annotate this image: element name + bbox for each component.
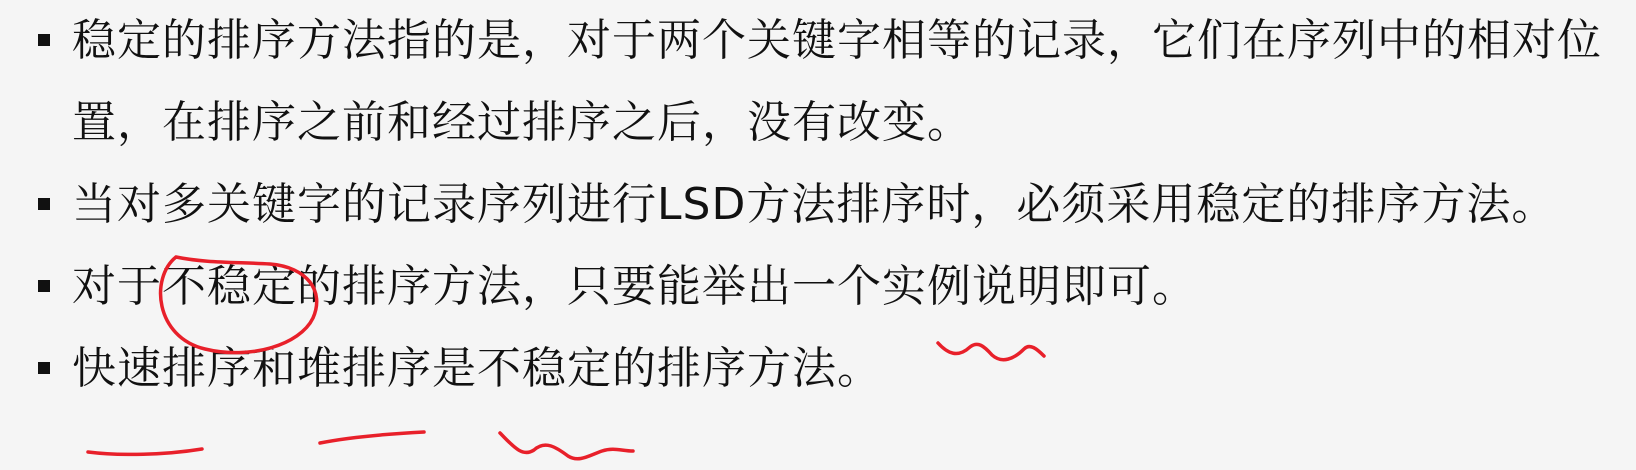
bullet-item-stable-definition bbox=[38, 0, 1628, 164]
bullet-item-quick-heap-sort bbox=[38, 328, 1628, 410]
bullet-text: 对于不稳定的排序方法，只要能举出一个实例说明即可。 bbox=[72, 261, 1197, 312]
bullet-item-unstable-example bbox=[38, 246, 1628, 328]
square-bullet-icon bbox=[38, 198, 50, 210]
bullet-text: 当对多关键字的记录序列进行LSD方法排序时，必须采用稳定的排序方法。 bbox=[72, 179, 1557, 230]
square-bullet-icon bbox=[38, 280, 50, 292]
square-bullet-icon bbox=[38, 362, 50, 374]
red-underline-heap-sort bbox=[320, 432, 424, 443]
bullet-text: 快速排序和堆排序是不稳定的排序方法。 bbox=[72, 343, 882, 394]
bullet-text: 稳定的排序方法指的是，对于两个关键字相等的记录，它们在序列中的相对位置，在排序之前和经过排序之后，没有改变。 bbox=[72, 15, 1602, 148]
bullet-list bbox=[38, 0, 1628, 410]
red-wavy-underline-unstable bbox=[500, 433, 633, 459]
red-underline-quick-sort bbox=[88, 449, 202, 454]
square-bullet-icon bbox=[38, 34, 50, 46]
bullet-item-lsd-sort bbox=[38, 164, 1628, 246]
